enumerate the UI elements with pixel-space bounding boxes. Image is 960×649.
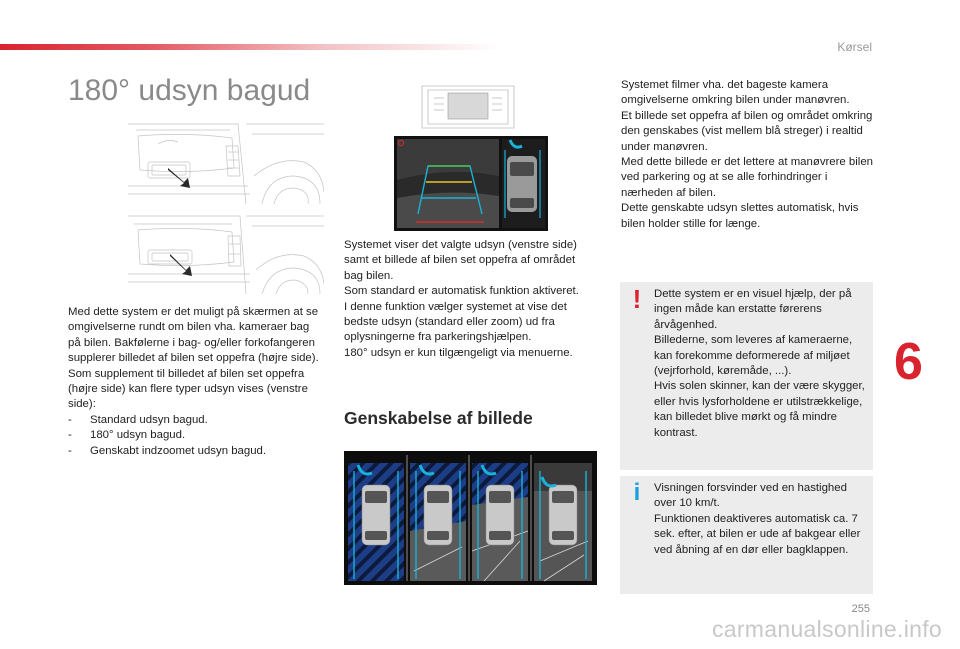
maneuver-paragraph: Med dette billede er det lettere at manøvrere bilen ved parkering og at se alle forhindringer i nærheden af bilen. bbox=[621, 156, 873, 199]
views-paragraph: Som supplement til billedet af bilen set oppefra (højre side) kan flere typer udsyn vises (venstre side): bbox=[68, 367, 308, 411]
exclamation-icon: ! bbox=[632, 284, 642, 314]
page-number: 255 bbox=[851, 603, 870, 615]
right-column bbox=[621, 78, 877, 232]
display-paragraph: Systemet viser det valgte udsyn (venstre side) samt et billede af bilen set oppefra af området bag bilen. bbox=[344, 239, 577, 282]
chapter-color-bar bbox=[0, 44, 500, 50]
info-paragraph: Visningen forsvinder ved en hastighed over 10 km/t. bbox=[654, 482, 847, 510]
middle-column bbox=[344, 238, 596, 361]
camera-paragraph: Systemet filmer vha. det bageste kamera omgivelserne omkring bilen under manøvren. bbox=[621, 79, 850, 107]
watermark: carmanualsonline.info bbox=[711, 616, 942, 642]
left-column bbox=[68, 305, 324, 459]
section-heading: Genskabelse af billede bbox=[344, 408, 533, 428]
touchscreen-icon bbox=[420, 84, 516, 130]
rear-camera-screen-image bbox=[394, 136, 548, 231]
warning-paragraph: Dette system er en visuel hjælp, der på ingen måde kan erstatte førerens årvågenhed. bbox=[654, 288, 852, 331]
reconstruction-paragraph: Et billede set oppefra af bilen og området omkring den genskabes (vist mellem blå streger) i realtid under manøvren. bbox=[621, 109, 873, 153]
auto-delete-paragraph: Dette genskabte udsyn slettes automatisk, hvis bilen holder stille for længe. bbox=[621, 202, 859, 230]
warning-paragraph: Hvis solen skinner, kan der være skygger, eller hvis lysforholdene er utilstrækkelige, kan billedet blive mørkt og få mindre kontrast. bbox=[654, 380, 865, 439]
list-item: - Genskabt indzoomet udsyn bagud. bbox=[68, 444, 324, 459]
chapter-name: Kørsel bbox=[837, 40, 872, 54]
van-rear-camera-illustration bbox=[128, 116, 324, 204]
warning-box bbox=[620, 282, 873, 470]
list-item: - Standard udsyn bagud. bbox=[68, 413, 324, 428]
menu-only-paragraph: 180° udsyn er kun tilgængeligt via menuerne. bbox=[344, 346, 573, 359]
info-icon: i bbox=[633, 479, 641, 506]
page-title: 180° udsyn bagud bbox=[68, 74, 311, 107]
info-paragraph: Funktionen deaktiveres automatisk ca. 7 sek. efter, at bilen er ude af bakgear eller ved åbning af en dør eller bagklappen. bbox=[654, 512, 861, 556]
chapter-number: 6 bbox=[894, 333, 923, 391]
auto-mode-paragraph: Som standard er automatisk funktion aktiveret. bbox=[344, 285, 579, 298]
auto-function-paragraph: I denne funktion vælger systemet at vise det bedste udsyn (standard eller zoom) ud fra oplysningerne fra parkeringshjælpen. bbox=[344, 300, 567, 344]
warning-paragraph: Billederne, som leveres af kameraerne, kan forekomme deformerede af miljøet (vejrforhold, køremåde, ...). bbox=[654, 334, 853, 378]
info-box bbox=[620, 476, 873, 594]
view-types-list bbox=[68, 413, 324, 459]
list-item: - 180° udsyn bagud. bbox=[68, 428, 324, 443]
intro-paragraph: Med dette system er det muligt på skærmen at se omgivelserne rundt om bilen vha. kameraer bag på bilen. Bakfølerne i bag- og/eller forkofangeren supplerer billedet af bilen set oppefra (højre side). bbox=[68, 306, 319, 365]
van-rear-bumper-illustration bbox=[128, 212, 324, 294]
image-reconstruction-sequence bbox=[344, 451, 597, 585]
